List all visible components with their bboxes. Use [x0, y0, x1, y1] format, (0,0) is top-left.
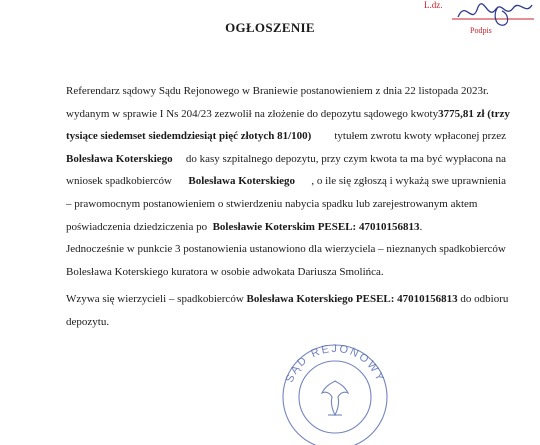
text-line	[66, 125, 506, 148]
text-line	[66, 261, 506, 284]
text-segment: poświadczenia dziedziczenia po	[66, 220, 208, 233]
reference-number-label: L.dz.	[424, 0, 443, 10]
text-line	[66, 170, 506, 193]
text-segment: wydanym w sprawie I Ns 204/23 zezwolił na złożenie do depozytu sądowego kwoty	[66, 107, 439, 120]
text-segment: Referendarz sądowy Sądu Rejonowego w Braniewie postanowieniem z dnia 22 listopada 2023r.	[66, 85, 489, 97]
announcement-body	[66, 80, 510, 334]
text-line	[66, 80, 506, 103]
court-seal	[270, 335, 400, 445]
text-segment: Wzywa się wierzycieli – spadkobierców	[66, 293, 244, 306]
text-segment: depozytu.	[66, 315, 110, 328]
person-name: Bolesława Koterskiego	[188, 175, 296, 188]
text-segment: – prawomocnym postanowieniem o stwierdzeniu nabycia spadku lub zarejestrowanym aktem	[66, 197, 478, 210]
amount-figure: 3775,81 zł (trzy	[438, 107, 510, 120]
person-name-pesel: Bolesławie Koterskim PESEL: 47010156813	[212, 220, 420, 233]
paragraph-curator	[66, 238, 506, 283]
svg-text:SĄD REJONOWY: SĄD REJONOWY	[283, 342, 387, 385]
paragraph-decision	[66, 80, 510, 238]
text-segment: .	[419, 220, 423, 233]
paragraph-summons	[66, 288, 509, 333]
text-segment: Bolesława Koterskiego kuratora w osobie adwokata Dariusza Smolińca.	[66, 265, 384, 278]
text-segment: do kasy szpitalnego depozytu, przy czym kwota ta ma być wypłacona na	[185, 152, 506, 165]
text-line	[66, 288, 509, 311]
text-line	[66, 216, 506, 239]
text-segment: wniosek spadkobierców	[66, 175, 173, 188]
text-line	[66, 311, 506, 334]
text-segment: tytułem zwrotu kwoty wpłaconej przez	[334, 130, 506, 143]
text-line	[66, 238, 506, 261]
text-segment: , o ile się zgłoszą i wykażą swe uprawnienia	[311, 175, 506, 188]
amount-words: tysiące siedemset siedemdziesiąt pięć złotych 81/100)	[66, 130, 312, 143]
text-line	[66, 148, 506, 171]
person-name-pesel: Bolesława Koterskiego PESEL: 47010156813	[246, 293, 458, 306]
signature-caption: Podpis	[470, 26, 492, 35]
person-name: Bolesława Koterskiego	[66, 152, 173, 165]
text-line	[66, 103, 510, 126]
text-segment: do odbioru	[460, 293, 509, 306]
text-segment: Jednocześnie w punkcie 3 postanowienia ustanowiono dla wierzyciela – nieznanych spadkobierców	[66, 243, 506, 256]
page-title: OGŁOSZENIE	[225, 20, 315, 35]
text-line	[66, 193, 506, 216]
